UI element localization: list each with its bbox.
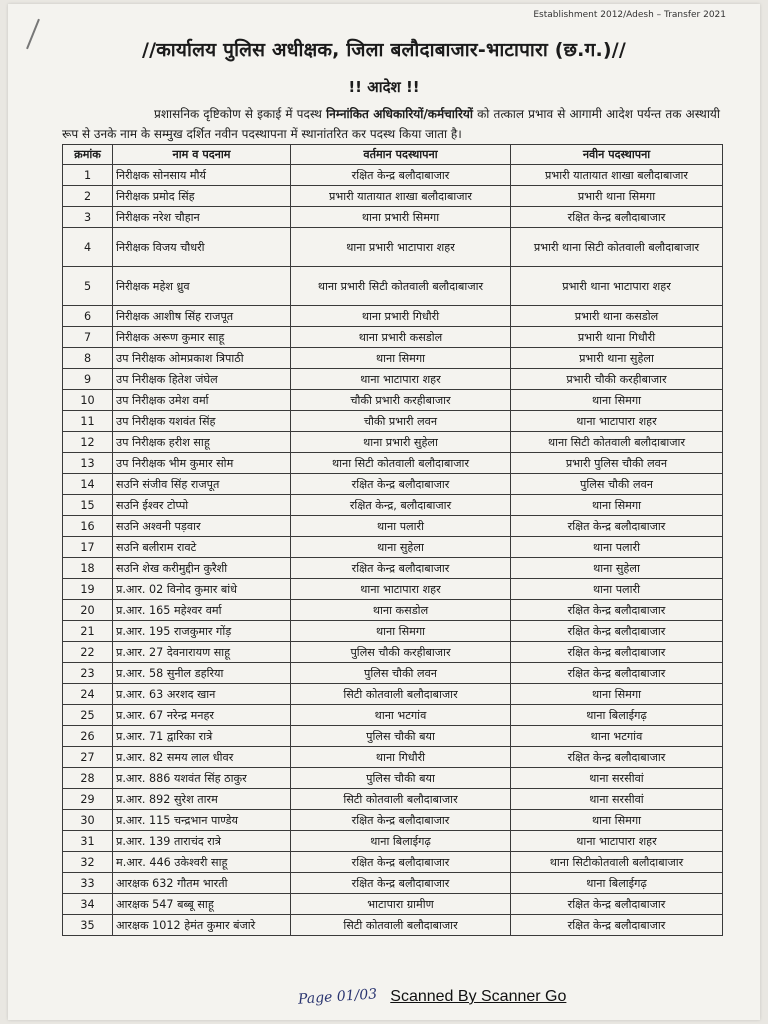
cell-new-posting: थाना भाटापारा शहर — [511, 831, 723, 852]
cell-name: प्र.आर. 892 सुरेश तारम — [113, 789, 291, 810]
cell-name: उप निरीक्षक हरीश साहू — [113, 432, 291, 453]
cell-new-posting: रक्षित केन्द्र बलौदाबाजार — [511, 642, 723, 663]
cell-serial: 19 — [63, 579, 113, 600]
table-row — [63, 348, 723, 369]
table-row — [63, 642, 723, 663]
cell-name: सउनि ईश्वर टोप्पो — [113, 495, 291, 516]
cell-current-posting: चौकी प्रभारी करहीबाजार — [291, 390, 511, 411]
cell-serial: 24 — [63, 684, 113, 705]
table-header-row — [63, 145, 723, 165]
cell-current-posting: पुलिस चौकी लवन — [291, 663, 511, 684]
cell-current-posting: रक्षित केन्द्र बलौदाबाजार — [291, 873, 511, 894]
cell-new-posting: प्रभारी चौकी करहीबाजार — [511, 369, 723, 390]
table-row — [63, 747, 723, 768]
table-row — [63, 600, 723, 621]
cell-new-posting: थाना बिलाईगढ़ — [511, 873, 723, 894]
cell-name: प्र.आर. 67 नरेन्द्र मनहर — [113, 705, 291, 726]
cell-new-posting: प्रभारी थाना कसडोल — [511, 306, 723, 327]
intro-text-bold: निम्नांकित अधिकारियों/कर्मचारियों — [326, 107, 473, 121]
cell-name: निरीक्षक सोनसाय मौर्य — [113, 165, 291, 186]
cell-serial: 4 — [63, 228, 113, 267]
table-row — [63, 453, 723, 474]
cell-new-posting: प्रभारी पुलिस चौकी लवन — [511, 453, 723, 474]
cell-current-posting: थाना सुहेला — [291, 537, 511, 558]
document-page — [8, 4, 760, 1020]
cell-serial: 29 — [63, 789, 113, 810]
scanner-watermark: Scanned By Scanner Go — [390, 988, 567, 1005]
cell-serial: 9 — [63, 369, 113, 390]
cell-new-posting: थाना सरसीवां — [511, 768, 723, 789]
cell-name: निरीक्षक महेश ध्रुव — [113, 267, 291, 306]
cell-current-posting: रक्षित केन्द्र बलौदाबाजार — [291, 474, 511, 495]
cell-serial: 35 — [63, 915, 113, 936]
cell-serial: 17 — [63, 537, 113, 558]
cell-new-posting: रक्षित केन्द्र बलौदाबाजार — [511, 207, 723, 228]
cell-new-posting: थाना भटगांव — [511, 726, 723, 747]
cell-current-posting: थाना सिटी कोतवाली बलौदाबाजार — [291, 453, 511, 474]
cell-serial: 10 — [63, 390, 113, 411]
cell-name: आरक्षक 547 बब्बू साहू — [113, 894, 291, 915]
cell-new-posting: थाना सिमगा — [511, 390, 723, 411]
cell-name: निरीक्षक नरेश चौहान — [113, 207, 291, 228]
cell-new-posting: प्रभारी थाना सिमगा — [511, 186, 723, 207]
cell-serial: 14 — [63, 474, 113, 495]
table-body — [63, 165, 723, 936]
cell-new-posting: थाना सिमगा — [511, 684, 723, 705]
cell-serial: 8 — [63, 348, 113, 369]
cell-current-posting: थाना कसडोल — [291, 600, 511, 621]
cell-current-posting: थाना सिमगा — [291, 621, 511, 642]
cell-new-posting: रक्षित केन्द्र बलौदाबाजार — [511, 600, 723, 621]
cell-current-posting: थाना सिमगा — [291, 348, 511, 369]
cell-new-posting: प्रभारी थाना भाटापारा शहर — [511, 267, 723, 306]
cell-new-posting: रक्षित केन्द्र बलौदाबाजार — [511, 663, 723, 684]
table-row — [63, 516, 723, 537]
table-row — [63, 411, 723, 432]
cell-serial: 20 — [63, 600, 113, 621]
table-row — [63, 684, 723, 705]
cell-new-posting: थाना बिलाईगढ़ — [511, 705, 723, 726]
cell-current-posting: थाना प्रभारी भाटापारा शहर — [291, 228, 511, 267]
col-header-current-posting: वर्तमान पदस्थापना — [291, 145, 511, 165]
cell-new-posting: प्रभारी थाना सुहेला — [511, 348, 723, 369]
cell-serial: 26 — [63, 726, 113, 747]
cell-new-posting: थाना सरसीवां — [511, 789, 723, 810]
table-row — [63, 306, 723, 327]
table-row — [63, 873, 723, 894]
table-row — [63, 726, 723, 747]
cell-serial: 2 — [63, 186, 113, 207]
cell-name: प्र.आर. 63 अरशद खान — [113, 684, 291, 705]
cell-serial: 6 — [63, 306, 113, 327]
table-row — [63, 495, 723, 516]
table-row — [63, 621, 723, 642]
cell-serial: 21 — [63, 621, 113, 642]
table-row — [63, 579, 723, 600]
cell-serial: 27 — [63, 747, 113, 768]
cell-current-posting: रक्षित केन्द्र बलौदाबाजार — [291, 558, 511, 579]
cell-new-posting: प्रभारी थाना सिटी कोतवाली बलौदाबाजार — [511, 228, 723, 267]
cell-new-posting: रक्षित केन्द्र बलौदाबाजार — [511, 894, 723, 915]
cell-serial: 11 — [63, 411, 113, 432]
cell-current-posting: थाना भटगांव — [291, 705, 511, 726]
cell-name: प्र.आर. 02 विनोद कुमार बांधे — [113, 579, 291, 600]
cell-current-posting: सिटी कोतवाली बलौदाबाजार — [291, 915, 511, 936]
order-intro-paragraph — [62, 104, 720, 144]
cell-new-posting: रक्षित केन्द्र बलौदाबाजार — [511, 621, 723, 642]
cell-current-posting: थाना पलारी — [291, 516, 511, 537]
cell-new-posting: रक्षित केन्द्र बलौदाबाजार — [511, 516, 723, 537]
table-row — [63, 663, 723, 684]
cell-current-posting: रक्षित केन्द्र बलौदाबाजार — [291, 165, 511, 186]
cell-serial: 3 — [63, 207, 113, 228]
table-row — [63, 327, 723, 348]
cell-name: सउनि संजीव सिंह राजपूत — [113, 474, 291, 495]
cell-new-posting: पुलिस चौकी लवन — [511, 474, 723, 495]
col-header-name: नाम व पदनाम — [113, 145, 291, 165]
cell-new-posting: थाना सिमगा — [511, 495, 723, 516]
cell-name: आरक्षक 632 गौतम भारती — [113, 873, 291, 894]
cell-serial: 32 — [63, 852, 113, 873]
cell-serial: 13 — [63, 453, 113, 474]
cell-name: म.आर. 446 उकेश्वरी साहू — [113, 852, 291, 873]
table-row — [63, 852, 723, 873]
table-row — [63, 165, 723, 186]
file-reference: Establishment 2012/Adesh – Transfer 2021 — [533, 10, 726, 20]
intro-text-start: प्रशासनिक दृष्टिकोण से इकाई में पदस्थ — [154, 107, 322, 121]
cell-new-posting: थाना पलारी — [511, 537, 723, 558]
table-row — [63, 705, 723, 726]
cell-current-posting: पुलिस चौकी करहीबाजार — [291, 642, 511, 663]
cell-serial: 25 — [63, 705, 113, 726]
cell-serial: 16 — [63, 516, 113, 537]
scan-footer — [298, 986, 566, 1006]
cell-name: आरक्षक 1012 हेमंत कुमार बंजारे — [113, 915, 291, 936]
cell-name: सउनि शेख करीमुद्दीन कुरैशी — [113, 558, 291, 579]
office-title: //कार्यालय पुलिस अधीक्षक, जिला बलौदाबाजार-भाटापारा (छ.ग.)// — [141, 39, 627, 61]
cell-current-posting: थाना गिधौरी — [291, 747, 511, 768]
table-row — [63, 831, 723, 852]
table-row — [63, 789, 723, 810]
cell-name: उप निरीक्षक भीम कुमार सोम — [113, 453, 291, 474]
cell-current-posting: चौकी प्रभारी लवन — [291, 411, 511, 432]
cell-serial: 1 — [63, 165, 113, 186]
table-row — [63, 474, 723, 495]
cell-name: प्र.आर. 82 समय लाल धीवर — [113, 747, 291, 768]
cell-serial: 5 — [63, 267, 113, 306]
cell-current-posting: थाना प्रभारी कसडोल — [291, 327, 511, 348]
cell-serial: 15 — [63, 495, 113, 516]
cell-name: प्र.आर. 71 द्वारिका रात्रे — [113, 726, 291, 747]
cell-new-posting: थाना सिटीकोतवाली बलौदाबाजार — [511, 852, 723, 873]
cell-name: सउनि अश्वनी पड़वार — [113, 516, 291, 537]
cell-name: प्र.आर. 195 राजकुमार गोंड़ — [113, 621, 291, 642]
cell-new-posting: रक्षित केन्द्र बलौदाबाजार — [511, 747, 723, 768]
table-row — [63, 390, 723, 411]
cell-name: निरीक्षक आशीष सिंह राजपूत — [113, 306, 291, 327]
table-row — [63, 894, 723, 915]
col-header-new-posting: नवीन पदस्थापना — [511, 145, 723, 165]
cell-name: प्र.आर. 115 चन्द्रभान पाण्डेय — [113, 810, 291, 831]
cell-current-posting: थाना प्रभारी सिमगा — [291, 207, 511, 228]
cell-serial: 28 — [63, 768, 113, 789]
cell-serial: 23 — [63, 663, 113, 684]
cell-current-posting: सिटी कोतवाली बलौदाबाजार — [291, 789, 511, 810]
cell-current-posting: रक्षित केन्द्र बलौदाबाजार — [291, 852, 511, 873]
cell-name: उप निरीक्षक ओमप्रकाश त्रिपाठी — [113, 348, 291, 369]
cell-name: उप निरीक्षक उमेश वर्मा — [113, 390, 291, 411]
cell-new-posting: रक्षित केन्द्र बलौदाबाजार — [511, 915, 723, 936]
cell-serial: 18 — [63, 558, 113, 579]
cell-name: निरीक्षक प्रमोद सिंह — [113, 186, 291, 207]
cell-current-posting: थाना प्रभारी गिधौरी — [291, 306, 511, 327]
cell-serial: 30 — [63, 810, 113, 831]
cell-current-posting: भाटापारा ग्रामीण — [291, 894, 511, 915]
cell-new-posting: थाना सिमगा — [511, 810, 723, 831]
cell-current-posting: रक्षित केन्द्र, बलौदाबाजार — [291, 495, 511, 516]
cell-new-posting: थाना सिटी कोतवाली बलौदाबाजार — [511, 432, 723, 453]
handwritten-page-number: Page 01/03 — [297, 986, 378, 1008]
col-header-serial: क्रमांक — [63, 145, 113, 165]
cell-new-posting: थाना सुहेला — [511, 558, 723, 579]
table-row — [63, 915, 723, 936]
table-row — [63, 537, 723, 558]
cell-current-posting: थाना भाटापारा शहर — [291, 369, 511, 390]
cell-serial: 33 — [63, 873, 113, 894]
table-row — [63, 267, 723, 306]
cell-name: उप निरीक्षक हितेश जंघेल — [113, 369, 291, 390]
cell-serial: 31 — [63, 831, 113, 852]
cell-name: प्र.आर. 139 ताराचंद रात्रे — [113, 831, 291, 852]
cell-name: प्र.आर. 27 देवनारायण साहू — [113, 642, 291, 663]
cell-name: निरीक्षक विजय चौधरी — [113, 228, 291, 267]
cell-current-posting: रक्षित केन्द्र बलौदाबाजार — [291, 810, 511, 831]
cell-new-posting: थाना पलारी — [511, 579, 723, 600]
transfer-table — [62, 144, 723, 936]
cell-current-posting: थाना प्रभारी सुहेला — [291, 432, 511, 453]
table-row — [63, 432, 723, 453]
table-row — [63, 228, 723, 267]
cell-current-posting: पुलिस चौकी बया — [291, 726, 511, 747]
intro-text-end: को तत्काल प्रभाव से आगामी आदेश पर्यन्त तक अस्थायी रूप से उनके नाम के सम्मुख दर्शित नवीन पदस्थापना में स्थानांतरित कर पदस्थ किया जाता है। — [62, 107, 720, 141]
cell-new-posting: प्रभारी थाना गिधौरी — [511, 327, 723, 348]
cell-serial: 22 — [63, 642, 113, 663]
cell-current-posting: सिटी कोतवाली बलौदाबाजार — [291, 684, 511, 705]
cell-name: सउनि बलीराम रावटे — [113, 537, 291, 558]
cell-current-posting: थाना भाटापारा शहर — [291, 579, 511, 600]
table-row — [63, 810, 723, 831]
order-heading: !! आदेश !! — [348, 78, 420, 96]
cell-name: प्र.आर. 58 सुनील डहरिया — [113, 663, 291, 684]
cell-name: प्र.आर. 886 यशवंत सिंह ठाकुर — [113, 768, 291, 789]
cell-current-posting: पुलिस चौकी बया — [291, 768, 511, 789]
table-row — [63, 186, 723, 207]
cell-current-posting: थाना बिलाईगढ़ — [291, 831, 511, 852]
table-row — [63, 768, 723, 789]
cell-name: प्र.आर. 165 महेश्वर वर्मा — [113, 600, 291, 621]
table-row — [63, 369, 723, 390]
cell-new-posting: थाना भाटापारा शहर — [511, 411, 723, 432]
cell-serial: 7 — [63, 327, 113, 348]
cell-current-posting: प्रभारी यातायात शाखा बलौदाबाजार — [291, 186, 511, 207]
table-row — [63, 207, 723, 228]
cell-name: निरीक्षक अरूण कुमार साहू — [113, 327, 291, 348]
cell-serial: 12 — [63, 432, 113, 453]
cell-new-posting: प्रभारी यातायात शाखा बलौदाबाजार — [511, 165, 723, 186]
cell-name: उप निरीक्षक यशवंत सिंह — [113, 411, 291, 432]
cell-serial: 34 — [63, 894, 113, 915]
table-row — [63, 558, 723, 579]
cell-current-posting: थाना प्रभारी सिटी कोतवाली बलौदाबाजार — [291, 267, 511, 306]
